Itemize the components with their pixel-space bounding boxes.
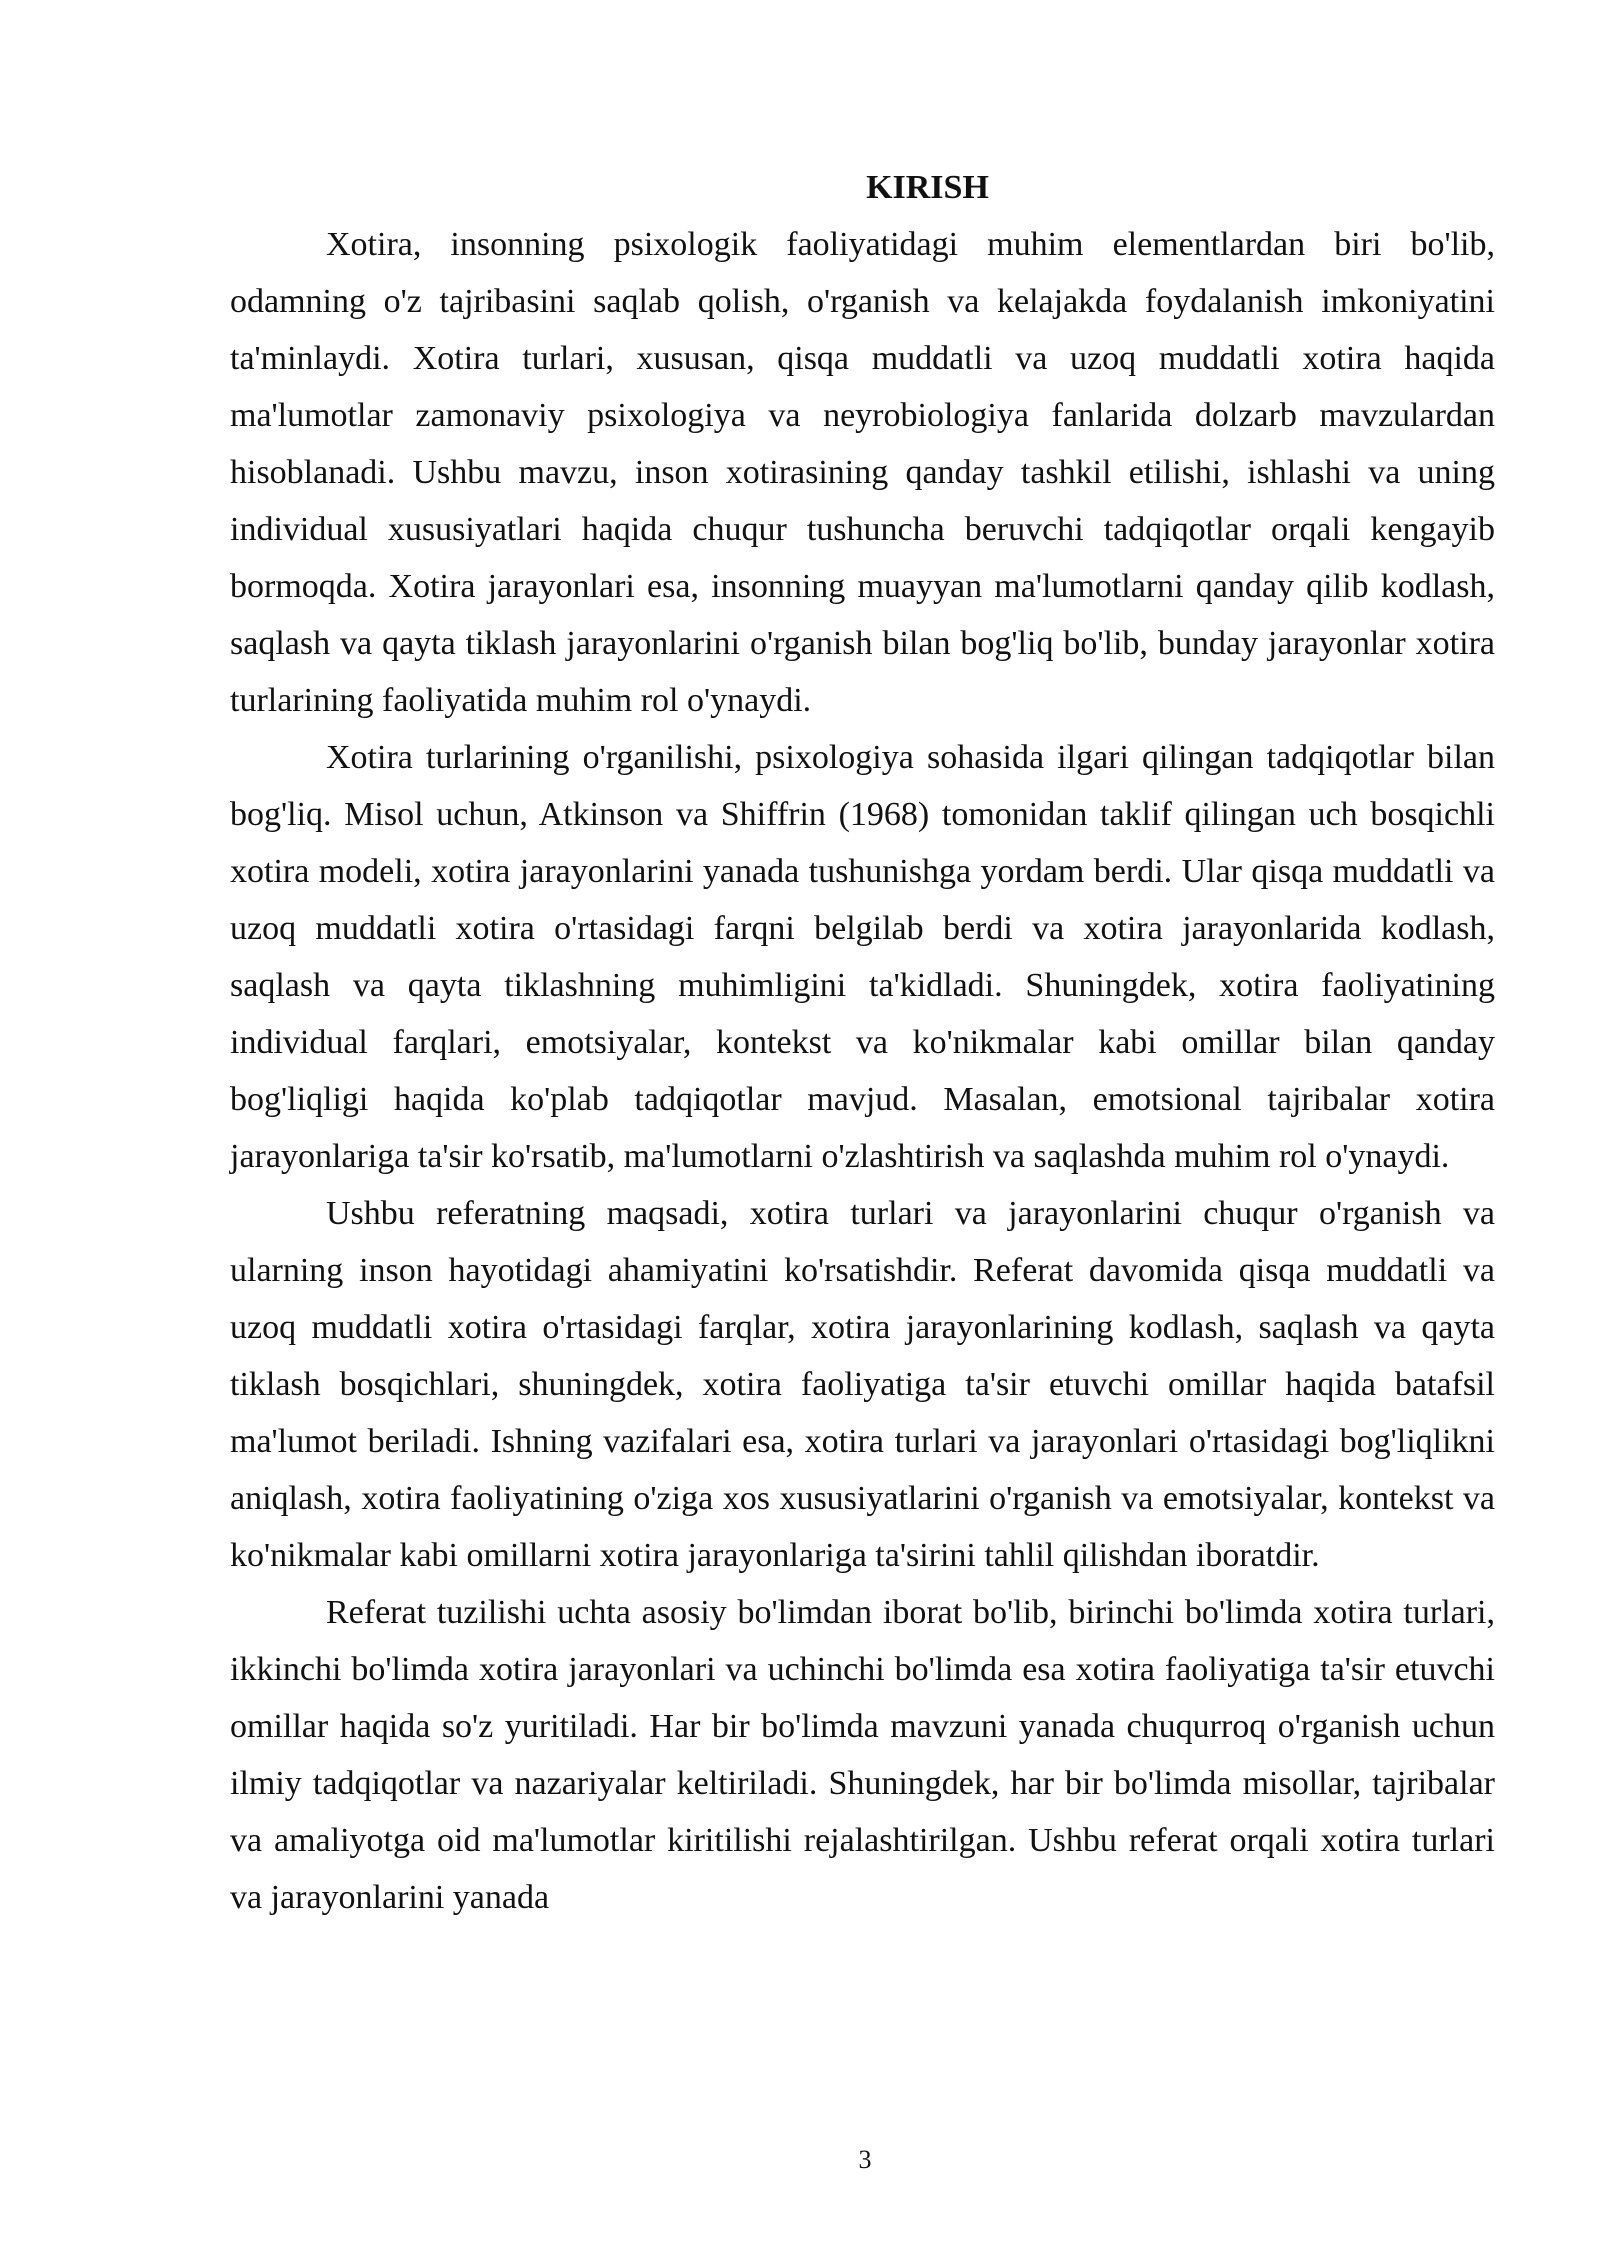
paragraph-2: Xotira turlarining o'rganilishi, psixologiya sohasida ilgari qilingan tadqiqotlar bilan bog'liq. Misol uchun, Atkinson va Shiffrin (1968) tomonidan taklif qilingan uch bosqichli xotira modeli, xotira jarayonlarini yanada tushunishga yordam berdi. Ular qisqa muddatli va uzoq muddatli xotira o'rtasidagi farqni belgilab berdi va xotira jarayonlarida kodlash, saqlash va qayta tiklashning muhimligini ta'kidladi. Shuningdek, xotira faoliyatining individual farqlari, emotsiyalar, kontekst va ko'nikmalar kabi omillar bilan qanday bog'liqligi haqida ko'plab tadqiqotlar mavjud. Masalan, emotsional tajribalar xotira jarayonlariga ta'sir ko'rsatib, ma'lumotlarni o'zlashtirish va saqlashda muhim rol o'ynaydi. [230, 739, 1495, 1175]
page-number: 3 [858, 2145, 872, 2174]
section-title: KIRISH [866, 169, 989, 206]
paragraph-1: Xotira, insonning psixologik faoliyatidagi muhim elementlardan biri bo'lib, odamning o'z tajribasini saqlab qolish, o'rganish va kelajakda foydalanish imkoniyatini ta'minlaydi. Xotira turlari, xususan, qisqa muddatli va uzoq muddatli xotira haqida ma'lumotlar zamonaviy psixologiya va neyrobiologiya fanlarida dolzarb mavzulardan hisoblanadi. Ushbu mavzu, inson xotirasining qanday tashkil etilishi, ishlashi va uning individual xususiyatlari haqida chuqur tushuncha beruvchi tadqiqotlar orqali kengayib bormoqda. Xotira jarayonlari esa, insonning muayyan ma'lumotlarni qanday qilib kodlash, saqlash va qayta tiklash jarayonlarini o'rganish bilan bog'liq bo'lib, bunday jarayonlar xotira turlarining faoliyatida muhim rol o'ynaydi. [230, 226, 1495, 719]
paragraph-3: Ushbu referatning maqsadi, xotira turlari va jarayonlarini chuqur o'rganish va ularning inson hayotidagi ahamiyatini ko'rsatishdir. Referat davomida qisqa muddatli va uzoq muddatli xotira o'rtasidagi farqlar, xotira jarayonlarining kodlash, saqlash va qayta tiklash bosqichlari, shuningdek, xotira faoliyatiga ta'sir etuvchi omillar haqida batafsil ma'lumot beriladi. Ishning vazifalari esa, xotira turlari va jarayonlari o'rtasidagi bog'liqlikni aniqlash, xotira faoliyatining o'ziga xos xususiyatlarini o'rganish va emotsiyalar, kontekst va ko'nikmalar kabi omillarni xotira jarayonlariga ta'sirini tahlil qilishdan iboratdir. [230, 1195, 1495, 1574]
paragraph-4: Referat tuzilishi uchta asosiy bo'limdan iborat bo'lib, birinchi bo'limda xotira turlari, ikkinchi bo'limda xotira jarayonlari va uchinchi bo'limda esa xotira faoliyatiga ta'sir etuvchi omillar haqida so'z yuritiladi. Har bir bo'limda mavzuni yanada chuqurroq o'rganish uchun ilmiy tadqiqotlar va nazariyalar keltiriladi. Shuningdek, har bir bo'limda misollar, tajribalar va amaliyotga oid ma'lumotlar kiritilishi rejalashtirilgan. Ushbu referat orqali xotira turlari va jarayonlarini yanada [230, 1594, 1495, 1916]
page-content [230, 160, 1495, 1926]
